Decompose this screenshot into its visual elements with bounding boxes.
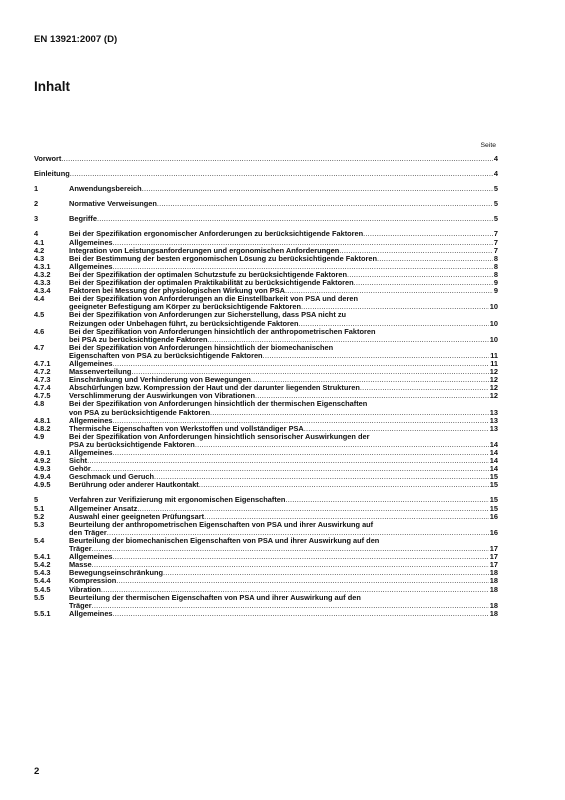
toc-entry-page: 16 xyxy=(489,511,498,521)
toc-entry-page: 10 xyxy=(489,318,498,328)
toc-entry-page: 7 xyxy=(493,229,498,239)
toc-entry-number: 5.2 xyxy=(34,511,45,521)
dot-leader xyxy=(377,255,493,263)
toc-entry-number: 4.7.3 xyxy=(34,375,51,385)
toc-entry-number: 4.6 xyxy=(34,326,45,336)
toc-entry-line xyxy=(69,185,498,193)
toc-entry-line xyxy=(69,441,498,449)
toc-entry-title: Eigenschaften von PSA zu berücksichtigende Faktoren xyxy=(69,350,263,360)
toc-entry-page: 12 xyxy=(489,367,498,377)
toc-entry-title: Allgemeines xyxy=(69,237,113,247)
toc-entry-page: 9 xyxy=(493,278,498,288)
toc-entry-page: 4 xyxy=(493,154,498,163)
toc-entry-title: Bei der Spezifikation der optimalen Schutzstufe zu berücksichtigende Faktoren xyxy=(69,269,348,279)
toc-entry-line xyxy=(69,537,498,545)
toc-entry-title: Masse xyxy=(69,560,92,570)
toc-entry-title: Gehör xyxy=(69,464,91,474)
toc-entry-page: 13 xyxy=(489,407,498,417)
dot-leader xyxy=(142,185,493,193)
toc-entry-body xyxy=(69,449,498,457)
toc-entry-title: Beurteilung der biomechanischen Eigenschaften von PSA und ihrer Auswirkung auf den xyxy=(69,535,380,545)
toc-entry[interactable] xyxy=(34,215,498,223)
toc-entry-number: 5.4.3 xyxy=(34,568,51,578)
toc-entry-body xyxy=(69,200,498,208)
toc-entry-number: 4.3.1 xyxy=(34,261,51,271)
toc-entry[interactable] xyxy=(34,537,498,553)
toc-entry-page: 5 xyxy=(493,214,498,224)
toc-entry-page: 18 xyxy=(489,568,498,578)
page-title: Inhalt xyxy=(34,79,70,94)
toc-entry-title: Bei der Spezifikation der optimalen Praktikabilität zu berücksichtigende Faktoren xyxy=(69,278,354,288)
toc-entry-title: geeigneter Befestigung am Körper zu berücksichtigende Faktoren xyxy=(69,302,302,312)
toc-entry[interactable] xyxy=(34,577,498,585)
toc-entry-title: Faktoren bei Messung der physiologischen Wirkung von PSA xyxy=(69,286,285,296)
toc-entry-body xyxy=(69,295,498,311)
toc-entry-page: 15 xyxy=(489,503,498,513)
toc-entry-page: 8 xyxy=(493,261,498,271)
toc-entry-body xyxy=(69,537,498,553)
toc-entry-page: 17 xyxy=(489,552,498,562)
dot-leader xyxy=(113,449,489,457)
toc-entry-title: Bei der Spezifikation von Anforderungen an die Einstellbarkeit von PSA und deren xyxy=(69,294,358,304)
toc-entry-page: 17 xyxy=(489,560,498,570)
toc-entry-title: Anwendungsbereich xyxy=(69,184,142,194)
toc-entry-body xyxy=(69,400,498,416)
toc-entry-number: 4.7.1 xyxy=(34,358,51,368)
toc-entry-line xyxy=(34,155,498,163)
toc-entry-page: 10 xyxy=(489,302,498,312)
toc-entry[interactable] xyxy=(34,200,498,208)
toc-entry-title: Integration von Leistungsanforderungen und ergonomischen Anforderungen xyxy=(69,245,340,255)
toc-entry-number: 4.9.1 xyxy=(34,448,51,457)
toc-entry-title: Thermische Eigenschaften von Werkstoffen und vollständiger PSA xyxy=(69,423,304,433)
toc-entry-page: 14 xyxy=(489,448,498,457)
toc-entry-title: PSA zu berücksichtigende Faktoren xyxy=(69,439,195,449)
toc-entry-title: Normative Verweisungen xyxy=(69,199,157,209)
toc-entry-page: 17 xyxy=(489,544,498,554)
toc-entry-page: 15 xyxy=(489,472,498,482)
toc-entry-title: Einschränkung und Verhinderung von Bewegungen xyxy=(69,375,251,385)
dot-leader xyxy=(210,409,489,417)
toc-entry-number: 4.9 xyxy=(34,431,45,441)
toc-entry-line xyxy=(69,577,498,585)
dot-leader xyxy=(116,577,489,585)
toc-entry[interactable] xyxy=(34,400,498,416)
toc-entry-number: 2 xyxy=(34,199,39,209)
toc-entry-line xyxy=(69,255,498,263)
dot-leader xyxy=(347,271,493,279)
toc-entry-line xyxy=(69,409,498,417)
toc-entry-body xyxy=(69,553,498,561)
toc-entry[interactable] xyxy=(34,433,498,449)
dot-leader xyxy=(263,352,490,360)
toc-entry-title: Massenverteilung xyxy=(69,367,132,377)
toc-entry-title: Allgemeiner Ansatz xyxy=(69,503,138,513)
toc-entry-line xyxy=(69,215,498,223)
dot-leader xyxy=(92,545,489,553)
toc-entry[interactable] xyxy=(34,344,498,360)
toc-entry-title: Begriffe xyxy=(69,214,97,224)
toc-entry-number: 4.3.4 xyxy=(34,286,51,296)
toc-entry-body xyxy=(69,311,498,327)
toc-entry-page: 14 xyxy=(489,439,498,449)
toc-entry-page: 12 xyxy=(489,383,498,393)
toc-entry-number: 4.9.3 xyxy=(34,464,51,474)
toc-entry-page: 18 xyxy=(489,584,498,594)
toc-entry-page: 8 xyxy=(493,253,498,263)
toc-entry[interactable] xyxy=(34,457,498,465)
toc-entry-body xyxy=(69,569,498,577)
toc-entry-title: Verschlimmerung der Auswirkungen von Vibrationen xyxy=(69,391,256,401)
toc-entry-line xyxy=(69,200,498,208)
toc-entry-title: Beurteilung der thermischen Eigenschaften von PSA und ihrer Auswirkung auf den xyxy=(69,592,361,602)
toc-entry-title: Reizungen oder Unbehagen führt, zu berücksichtigende Faktoren xyxy=(69,318,299,328)
toc-entry-number: 5.5 xyxy=(34,592,45,602)
toc-entry-number: 4.9.2 xyxy=(34,456,51,466)
toc-entry-number: 5.4 xyxy=(34,535,45,545)
dot-leader xyxy=(157,200,493,208)
toc-entry-page: 11 xyxy=(490,350,498,360)
toc-entry-title: Bei der Spezifikation von Anforderungen hinsichtlich der anthropometrischen Faktoren xyxy=(69,326,376,336)
toc-entry-number: 4.2 xyxy=(34,245,45,255)
toc-entry-page: 4 xyxy=(493,169,498,179)
toc-entry-page: 18 xyxy=(489,600,498,610)
page-number: 2 xyxy=(34,766,40,777)
toc-entry[interactable] xyxy=(34,311,498,327)
dot-leader xyxy=(163,569,489,577)
toc-entry-body xyxy=(69,255,498,263)
toc-entry-line xyxy=(69,610,498,618)
toc-entry-body xyxy=(69,360,498,368)
toc-entry-title: Geschmack und Geruch xyxy=(69,472,155,482)
toc-entry-page: 18 xyxy=(489,576,498,586)
toc-entry-number: 4.4 xyxy=(34,294,45,304)
toc-entry-body xyxy=(69,457,498,465)
dot-leader xyxy=(195,441,489,449)
dot-leader xyxy=(70,170,493,178)
toc-entry[interactable] xyxy=(34,521,498,537)
toc-entry-line xyxy=(69,594,498,602)
toc-entry-number: 5.5.1 xyxy=(34,608,51,618)
toc-entry-number: 4.8.2 xyxy=(34,423,51,433)
toc-entry-title: Bewegungseinschränkung xyxy=(69,568,164,578)
toc-entry[interactable] xyxy=(34,594,498,610)
toc-entry-page: 14 xyxy=(489,456,498,466)
toc-entry-line xyxy=(69,481,498,489)
toc-entry-body xyxy=(69,433,498,449)
toc-entry-title: Berührung oder anderer Hautkontakt xyxy=(69,480,199,490)
dot-leader xyxy=(154,473,489,481)
toc-entry-body xyxy=(69,521,498,537)
toc-entry-title: Allgemeines xyxy=(69,448,113,457)
dot-leader xyxy=(61,155,493,163)
toc-entry-title: Allgemeines xyxy=(69,358,113,368)
toc-entry-number: 4.5 xyxy=(34,310,45,320)
toc-entry[interactable] xyxy=(34,449,498,457)
toc-entry-title: Abschürfungen bzw. Kompression der Haut und der darunter liegenden Strukturen xyxy=(69,383,360,393)
toc-entry-number: 4.8 xyxy=(34,399,45,409)
toc-entry-page: 10 xyxy=(489,334,498,344)
toc-entry-number: 4.8.1 xyxy=(34,415,51,425)
dot-leader xyxy=(354,279,493,287)
toc-entry-body xyxy=(69,344,498,360)
toc-entry[interactable] xyxy=(34,185,498,193)
toc-entry-body xyxy=(69,215,498,223)
toc-entry-title: Allgemeines xyxy=(69,608,113,618)
toc-entry-number: 4.9.5 xyxy=(34,480,51,490)
toc-entry-title: Bei der Spezifikation ergonomischer Anforderungen zu berücksichtigende Faktoren xyxy=(69,229,364,239)
toc-entry-number: 4.7.2 xyxy=(34,367,51,377)
toc-entry-body xyxy=(34,155,498,163)
toc-entry-page: 15 xyxy=(489,495,498,505)
toc-entry-title: Bei der Spezifikation von Anforderungen hinsichtlich sensorischer Auswirkungen der xyxy=(69,431,370,441)
toc-entry-body xyxy=(69,328,498,344)
toc-entry-number: 3 xyxy=(34,214,39,224)
toc-entry-number: 4.1 xyxy=(34,237,45,247)
toc-entry-page: 11 xyxy=(490,358,498,368)
toc-entry-label: Vorwort xyxy=(34,154,62,163)
toc-entry-body xyxy=(69,481,498,489)
toc-entry-line xyxy=(69,521,498,529)
toc-entry-number: 5 xyxy=(34,495,39,505)
toc-entry-number: 5.1 xyxy=(34,503,45,513)
toc-entry-number: 4.3.2 xyxy=(34,269,51,279)
toc-entry-title: Bei der Spezifikation von Anforderungen hinsichtlich der thermischen Eigenschaften xyxy=(69,399,368,409)
toc-entry-body xyxy=(69,230,498,238)
toc-entry[interactable] xyxy=(34,295,498,311)
toc-entry-title: den Träger xyxy=(69,527,107,537)
toc-entry-number: 5.3 xyxy=(34,519,45,529)
toc-entry-line xyxy=(69,553,498,561)
toc-entry-page: 13 xyxy=(489,415,498,425)
toc-entry-line xyxy=(69,360,498,368)
toc-spacer xyxy=(34,163,498,170)
toc-entry-title: von PSA zu berücksichtigende Faktoren xyxy=(69,407,210,417)
dot-leader xyxy=(92,602,489,610)
toc-entry-line xyxy=(69,569,498,577)
toc-entry-number: 5.4.2 xyxy=(34,560,51,570)
toc-entry-title: bei PSA zu berücksichtigende Faktoren xyxy=(69,334,208,344)
toc-entry[interactable] xyxy=(34,170,498,178)
toc-entry-number: 4 xyxy=(34,229,39,239)
toc-entry-body xyxy=(69,577,498,585)
toc-entry-line xyxy=(69,457,498,465)
toc-entry[interactable] xyxy=(34,155,498,163)
document-header: EN 13921:2007 (D) xyxy=(34,34,118,45)
toc-entry-title: Verfahren zur Verifizierung mit ergonomischen Eigenschaften xyxy=(69,495,286,505)
toc-entry-number: 1 xyxy=(34,184,39,194)
toc-entry-body xyxy=(34,170,498,178)
toc-entry-title: Bei der Spezifikation von Anforderungen hinsichtlich der biomechanischen xyxy=(69,342,334,352)
toc-entry-page: 5 xyxy=(493,199,498,209)
toc-entry-page: 13 xyxy=(489,423,498,433)
dot-leader xyxy=(113,610,489,618)
toc-entry-title: Auswahl einer geeigneten Prüfungsart xyxy=(69,511,205,521)
toc-entry-number: 4.3.3 xyxy=(34,278,51,288)
toc-entry-number: 5.4.5 xyxy=(34,584,51,594)
toc-entry-page: 12 xyxy=(489,391,498,401)
toc-entry-title: Vibration xyxy=(69,584,101,594)
toc-entry-page: 15 xyxy=(489,480,498,490)
toc-entry-number: 4.3 xyxy=(34,253,45,263)
toc-entry-number: 5.4.4 xyxy=(34,576,51,586)
toc-entry-body xyxy=(69,610,498,618)
toc-entry-number: 4.9.4 xyxy=(34,472,51,482)
toc-entry-page: 7 xyxy=(493,237,498,247)
toc-entry-label: Einleitung xyxy=(34,169,70,179)
dot-leader xyxy=(113,360,490,368)
dot-leader xyxy=(87,457,489,465)
toc-entry-page: 18 xyxy=(489,608,498,618)
toc-entry-line xyxy=(69,352,498,360)
toc-entry-page: 12 xyxy=(489,375,498,385)
toc-entry-page: 8 xyxy=(493,269,498,279)
toc-entry-line xyxy=(69,602,498,610)
toc-entry-title: Träger xyxy=(69,544,92,554)
toc-entry-number: 4.7 xyxy=(34,342,45,352)
toc-entry-line xyxy=(69,230,498,238)
toc-entry-page: 9 xyxy=(493,286,498,296)
dot-leader xyxy=(97,215,493,223)
toc-entry-title: Träger xyxy=(69,600,92,610)
toc-entry-title: Sicht xyxy=(69,456,88,466)
toc-entry-title: Bei der Spezifikation von Anforderungen zur Sicherstellung, dass PSA nicht zu xyxy=(69,310,347,320)
toc-entry-title: Allgemeines xyxy=(69,552,113,562)
toc-entry-number: 4.7.4 xyxy=(34,383,51,393)
toc-entry[interactable] xyxy=(34,328,498,344)
seite-label: Seite xyxy=(480,142,496,149)
toc-entry[interactable] xyxy=(34,610,498,618)
toc-entry-title: Allgemeines xyxy=(69,261,113,271)
toc-entry-title: Kompression xyxy=(69,576,117,586)
toc-entry[interactable] xyxy=(34,481,498,489)
toc-entry-title: Beurteilung der anthropometrischen Eigenschaften von PSA und ihrer Auswirkung auf xyxy=(69,519,374,529)
toc-entry-line xyxy=(34,170,498,178)
toc-entry-page: 16 xyxy=(489,527,498,537)
dot-leader xyxy=(363,230,493,238)
toc-entry-number: 4.7.5 xyxy=(34,391,51,401)
toc-entry-page: 7 xyxy=(493,245,498,255)
toc-entry-title: Allgemeines xyxy=(69,415,113,425)
toc-entry-page: 5 xyxy=(493,184,498,194)
toc-entry-page: 14 xyxy=(489,464,498,474)
toc-entry-line xyxy=(69,545,498,553)
dot-leader xyxy=(360,384,489,392)
dot-leader xyxy=(285,496,488,504)
toc-entry-title: Bei der Bestimmung der besten ergonomischen Lösung zu berücksichtigende Faktoren xyxy=(69,253,377,263)
table-of-contents xyxy=(34,155,498,618)
dot-leader xyxy=(113,553,489,561)
toc-entry-number: 5.4.1 xyxy=(34,552,51,562)
dot-leader xyxy=(199,481,489,489)
toc-entry-body xyxy=(69,594,498,610)
toc-entry[interactable] xyxy=(34,553,498,561)
toc-entry-body xyxy=(69,185,498,193)
toc-entry-line xyxy=(69,449,498,457)
toc-spacer xyxy=(34,208,498,215)
